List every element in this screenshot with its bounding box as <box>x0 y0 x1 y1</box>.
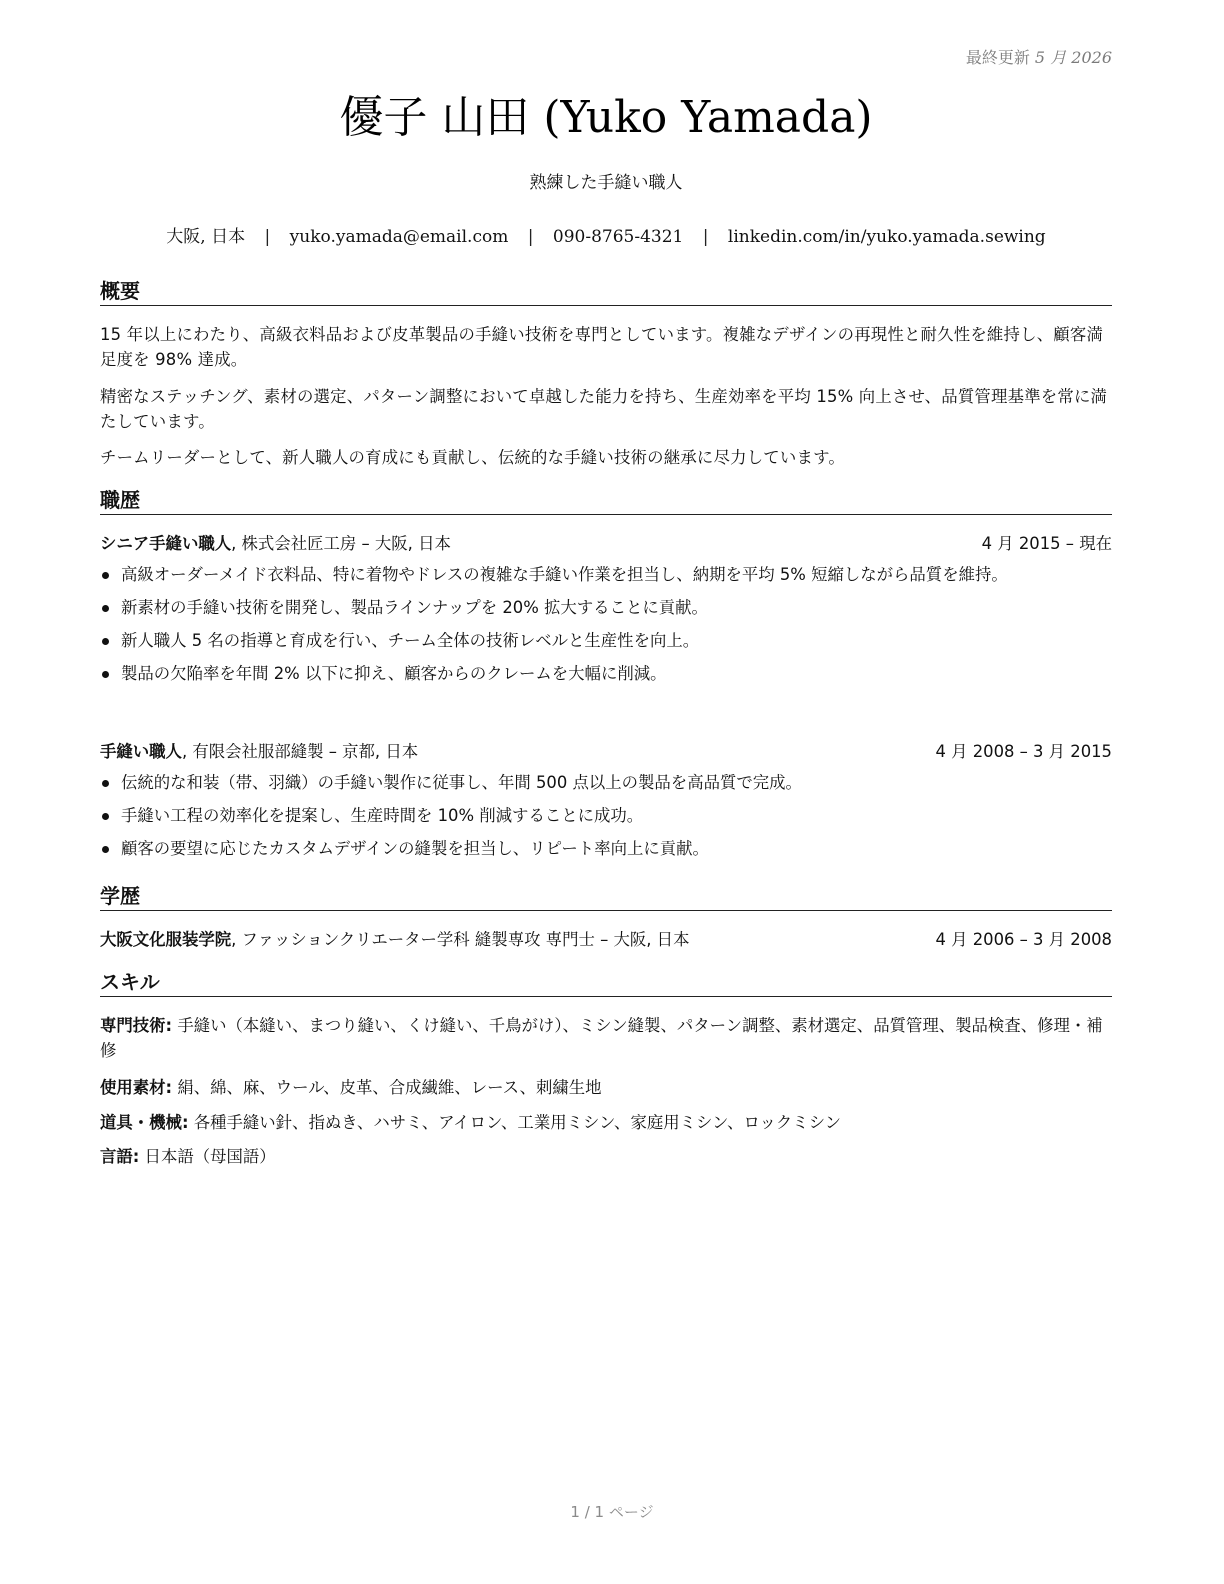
education-entry <box>100 927 1112 953</box>
bullet-text: 新人職人 5 名の指導と育成を行い、チーム全体の技術レベルと生産性を向上。 <box>121 631 700 650</box>
education-title-line <box>100 927 689 953</box>
bullet-text: 伝統的な和装（帯、羽織）の手縫い製作に従事し、年間 500 点以上の製品を高品質で完成。 <box>121 773 802 792</box>
contact-separator: | <box>527 227 534 247</box>
section-title-skills: スキル <box>100 969 1112 997</box>
bullet-icon <box>102 813 109 820</box>
list-item <box>100 562 1112 587</box>
skill-label: 言語: <box>100 1147 140 1166</box>
job-heading <box>100 531 1112 557</box>
last-updated <box>966 45 1112 68</box>
skill-line <box>100 1075 1112 1100</box>
bullet-icon <box>102 572 109 579</box>
job-title-line <box>100 739 418 765</box>
tagline: 熟練した手縫い職人 <box>529 173 683 193</box>
section-title-summary: 概要 <box>100 278 1112 306</box>
list-item <box>100 836 1112 861</box>
job-dates: 4 月 2008 – 3 月 2015 <box>935 742 1112 761</box>
section-title-education: 学歴 <box>100 883 1112 911</box>
page-indicator: 1 / 1 ページ <box>570 1503 654 1521</box>
contact-separator: | <box>264 227 271 247</box>
skill-value: 各種手縫い針、指ぬき、ハサミ、アイロン、工業用ミシン、家庭用ミシン、ロックミシン <box>188 1113 842 1132</box>
school-name: 大阪文化服装学院 <box>100 930 232 949</box>
bullet-text: 顧客の要望に応じたカスタムデザインの縫製を担当し、リピート率向上に貢献。 <box>121 839 709 858</box>
summary-paragraph: 15 年以上にわたり、高級衣料品および皮革製品の手縫い技術を専門としています。複雑なデザインの再現性と耐久性を維持し、顧客満足度を 98% 達成。 <box>100 325 1104 369</box>
bullet-text: 高級オーダーメイド衣料品、特に着物やドレスの複雑な手縫い作業を担当し、納期を平均 5% 短縮しながら品質を維持。 <box>121 565 1008 584</box>
skill-line <box>100 1144 1112 1169</box>
bullet-icon <box>102 846 109 853</box>
education-detail: , ファッションクリエーター学科 縫製専攻 専門士 – 大阪, 日本 <box>231 930 690 949</box>
contact-line <box>100 224 1112 250</box>
contact-linkedin[interactable]: linkedin.com/in/yuko.yamada.sewing <box>727 227 1046 247</box>
contact-email[interactable]: yuko.yamada@email.com <box>289 227 509 247</box>
last-updated-date: 5 月 2026 <box>1034 48 1112 67</box>
skill-label: 道具・機械: <box>100 1113 189 1132</box>
last-updated-prefix: 最終更新 <box>965 48 1030 67</box>
summary-paragraph: 精密なステッチング、素材の選定、パターン調整において卓越した能力を持ち、生産効率を平均 15% 向上させ、品質管理基準を常に満たしています。 <box>100 387 1108 431</box>
job-company: , 株式会社匠工房 – 大阪, 日本 <box>231 534 451 553</box>
list-item <box>100 595 1112 620</box>
bullet-icon <box>102 780 109 787</box>
job-role: シニア手縫い職人 <box>100 534 232 553</box>
skill-value: 日本語（母国語） <box>139 1147 276 1166</box>
bullet-text: 製品の欠陥率を年間 2% 以下に抑え、顧客からのクレームを大幅に削減。 <box>121 664 667 683</box>
list-item <box>100 770 1112 795</box>
section-title-experience: 職歴 <box>100 487 1112 515</box>
bullet-text: 手縫い工程の効率化を提案し、生産時間を 10% 削減することに成功。 <box>121 806 644 825</box>
bullet-icon <box>102 671 109 678</box>
contact-phone[interactable]: 090-8765-4321 <box>552 227 684 247</box>
skill-line <box>100 1013 1112 1063</box>
job-role: 手縫い職人 <box>100 742 182 761</box>
contact-separator: | <box>702 227 709 247</box>
skill-line <box>100 1110 1112 1135</box>
skill-label: 使用素材: <box>100 1078 173 1097</box>
list-item <box>100 803 1112 828</box>
summary-paragraph: チームリーダーとして、新人職人の育成にも貢献し、伝統的な手縫い技術の継承に尽力しています。 <box>100 448 845 467</box>
list-item <box>100 628 1112 653</box>
job-title-line <box>100 531 451 557</box>
resume-page <box>100 0 1112 1584</box>
job-bullets <box>100 770 1112 869</box>
candidate-name: 優子 山田 (Yuko Yamada) <box>339 92 873 143</box>
bullet-icon <box>102 638 109 645</box>
education-dates: 4 月 2006 – 3 月 2008 <box>935 930 1112 949</box>
skill-value: 手縫い（本縫い、まつり縫い、くけ縫い、千鳥がけ）、ミシン縫製、パターン調整、素材選定、品質管理、製品検査、修理・補修 <box>100 1016 1103 1060</box>
contact-location: 大阪, 日本 <box>166 227 246 247</box>
skill-label: 専門技術: <box>100 1016 173 1035</box>
list-item <box>100 661 1112 686</box>
job-company: , 有限会社服部縫製 – 京都, 日本 <box>181 742 419 761</box>
bullet-text: 新素材の手縫い技術を開発し、製品ラインナップを 20% 拡大することに貢献。 <box>121 598 708 617</box>
job-heading <box>100 739 1112 765</box>
skill-value: 絹、綿、麻、ウール、皮革、合成繊維、レース、刺繍生地 <box>172 1078 602 1097</box>
bullet-icon <box>102 605 109 612</box>
job-dates: 4 月 2015 – 現在 <box>981 534 1112 553</box>
job-bullets <box>100 562 1112 694</box>
